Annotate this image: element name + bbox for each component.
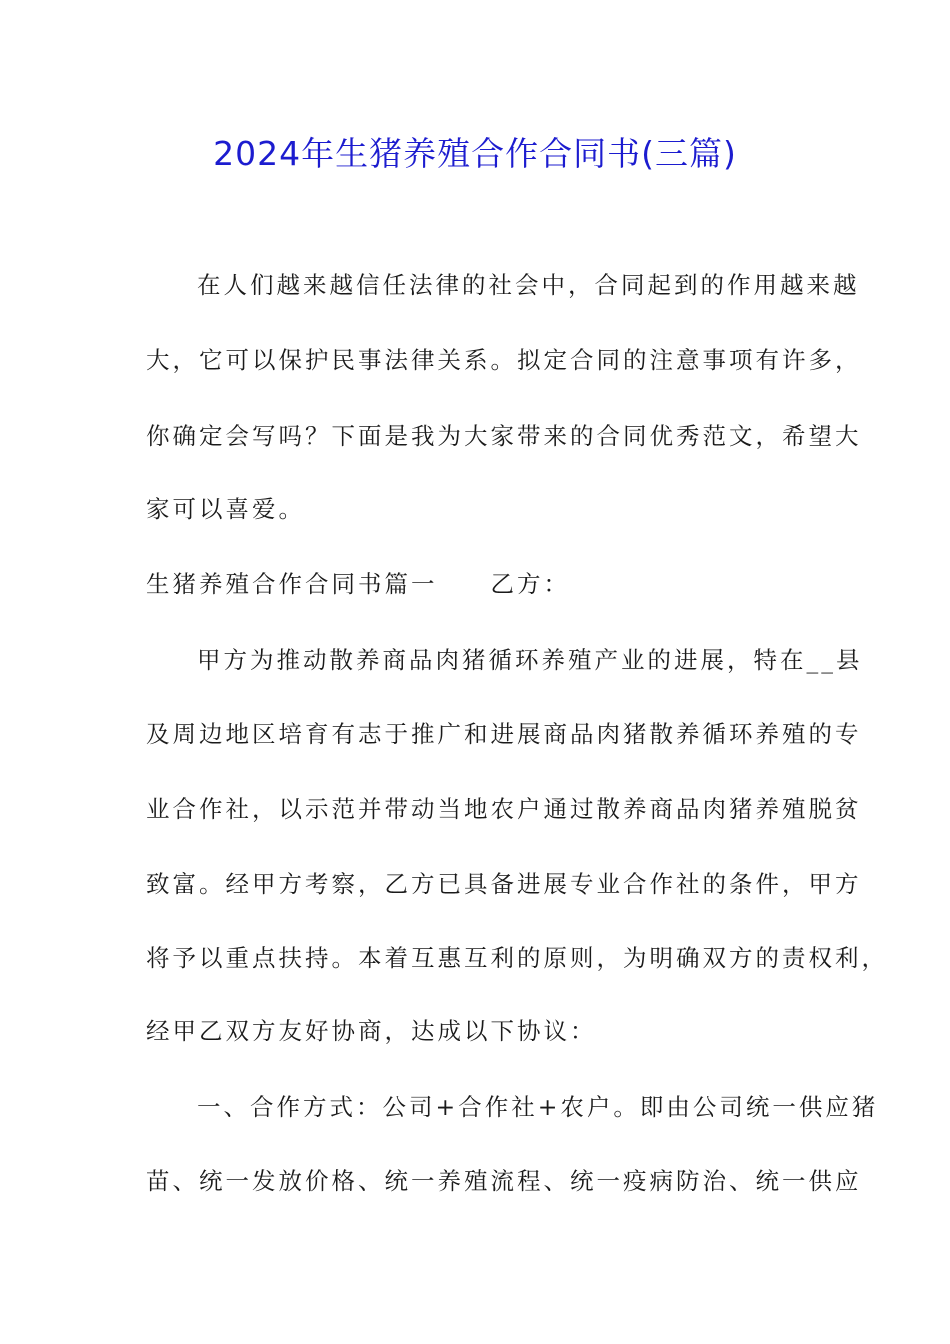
paragraph-line: 将予以重点扶持。本着互惠互利的原则，为明确双方的责权利， [146,944,888,972]
paragraph-line: 致富。经甲方考察，乙方已具备进展专业合作社的条件，甲方 [146,870,862,898]
paragraph-line: 家可以喜爱。 [146,495,305,523]
paragraph-line: 经甲乙双方友好协商，达成以下协议： [146,1017,597,1045]
paragraph-line: 及周边地区培育有志于推广和进展商品肉猪散养循环养殖的专 [146,720,862,748]
paragraph-line: 甲方为推动散养商品肉猪循环养殖产业的进展，特在__县 [197,646,863,674]
paragraph-line: 大，它可以保护民事法律关系。拟定合同的注意事项有许多， [146,346,862,374]
paragraph-line: 在人们越来越信任法律的社会中，合同起到的作用越来越 [197,271,860,299]
paragraph-line: 你确定会写吗？下面是我为大家带来的合同优秀范文，希望大 [146,422,862,450]
paragraph-line: 一、合作方式：公司+合作社+农户。即由公司统一供应猪 [197,1093,879,1121]
paragraph-line: 苗、统一发放价格、统一养殖流程、统一疫病防治、统一供应 [146,1167,862,1195]
paragraph-line: 业合作社，以示范并带动当地农户通过散养商品肉猪养殖脱贫 [146,795,862,823]
document-title: 2024年生猪养殖合作合同书(三篇) [213,134,737,173]
section-heading: 生猪养殖合作合同书篇一 乙方： [146,570,570,598]
